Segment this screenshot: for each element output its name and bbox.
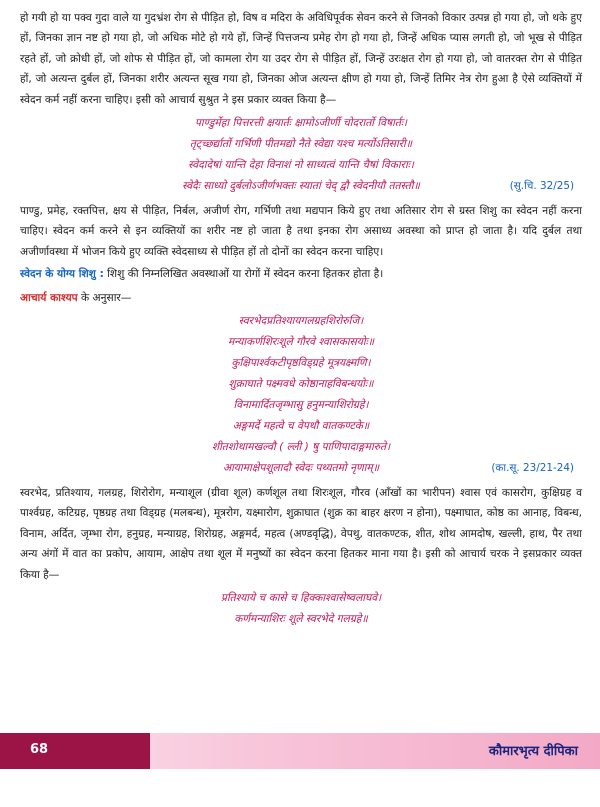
verse-line: स्वरभेदप्रतिश्यायगलग्रहशिरोरुजि। bbox=[238, 315, 364, 328]
section-text: शिशु की निम्नलिखित अवस्थाओं या रोगों में स्वेदन करना हितकर होता है। bbox=[103, 268, 384, 281]
section-kashyapa bbox=[20, 288, 582, 308]
footer-page-tab bbox=[0, 733, 150, 769]
section-heading: स्वेदन के योग्य शिशु : bbox=[20, 268, 104, 281]
verse-reference: (का.सू. 23/21-24) bbox=[491, 462, 574, 475]
section-text: के अनुसार— bbox=[77, 291, 132, 304]
page-content bbox=[20, 8, 582, 634]
verse-line: स्वेदैः साध्यो दुर्बलोऽजीर्णभक्तः स्यातां चेद् द्वौ स्वेदनीयौ ततस्तौ॥ bbox=[182, 180, 420, 193]
section-suitable-children bbox=[20, 264, 582, 284]
verse-line: प्रतिश्याये च कासे च हिक्काश्वासेष्वलाघवे। bbox=[220, 592, 382, 605]
book-title: कौमारभृत्य दीपिका bbox=[488, 744, 578, 759]
page-number: 68 bbox=[30, 742, 49, 757]
verse-line: स्वेदादेषां यान्ति देहा विनाशं नो साध्यत्वं यान्ति चैषां विकाराः। bbox=[188, 159, 414, 172]
verse-line: शीतशोथामखल्वौ ( ल्ली ) षु पाणिपादाङ्गमारुते। bbox=[211, 441, 391, 454]
bottom-margin bbox=[0, 769, 600, 807]
verse-block-charaka bbox=[20, 588, 582, 630]
verse-line: शुक्राघाते पक्ष्मवधे कोष्ठानाहविबन्धयोः॥ bbox=[228, 378, 374, 391]
verse-line-with-ref bbox=[20, 458, 582, 479]
verse-line: अङ्गमर्दे महत्वे च वेपथौ वातकण्टके॥ bbox=[232, 420, 370, 433]
verse-line: आयामाक्षेपशूलादौ स्वेदः पथ्यतमो नृणाम्॥ bbox=[222, 462, 380, 475]
verse-reference: (सु.चि. 32/25) bbox=[509, 180, 574, 193]
verse-line-with-ref bbox=[20, 176, 582, 197]
verse-block-sushruta bbox=[20, 113, 582, 197]
paragraph-explanation: पाण्डु, प्रमेह, रक्तपित्त, क्षय से पीड़ित, निर्बल, अजीर्ण रोग, गर्भिणी तथा मद्यपान किये हुए तथा अतिसार रोग से ग्रस्त शिशु का स्वेदन नहीं करना चाहिए। स्वेदन कर्म करने से इन व्यक्तियों का शरीर नष्ट हो जाता है तथा इनका रोग असाध्य अवस्था को प्राप्त हो जाता है। यदि दुर्बल तथा अजीर्णावस्था में भोजन किये हुए व्यक्ति स्वेदसाध्य से पीड़ित हों तो दोनों का स्वेदन करना चाहिए। bbox=[20, 205, 582, 258]
verse-line: तृट्च्छर्द्यार्तो गर्भिणी पीतमद्यो नैते स्वेद्या यश्च मर्त्योऽतिसारी॥ bbox=[189, 138, 413, 151]
verse-line: मन्याकर्णशिरःशूले गौरवे श्वासकासयोः॥ bbox=[227, 336, 375, 349]
page-footer bbox=[0, 733, 600, 769]
verse-line: कर्णमन्याशिरः शूले स्वरभेदे गलग्रहे॥ bbox=[234, 613, 368, 626]
verse-block-kashyapa bbox=[20, 311, 582, 479]
author-heading: आचार्य काश्यप bbox=[20, 291, 78, 304]
verse-line: पाण्डुर्मेहा पित्तरत्ती क्षयार्तः क्षामोऽजीर्णी चोदरार्तो विषार्तः। bbox=[194, 117, 408, 130]
verse-line: विनामार्दितजृम्भासु हनुमन्याशिरोग्रहे। bbox=[233, 399, 369, 412]
verse-line: कुक्षिपार्श्वकटीपृष्ठविड्ग्रहे मूत्रयक्ष्मणि। bbox=[231, 357, 371, 370]
paragraph-contraindications: हो गयी हो या पक्व गुदा वाले या गुदभ्रंश रोग से पीड़ित हो, विष व मदिरा के अविधिपूर्वक सेवन करने से जिनको विकार उत्पन्न हो गया हो, जो थके हुए हों, जिनका ज्ञान नष्ट हो गया हो, जो अधिक मोटे हो गये हों, जिन्हें पित्तजन्य प्रमेह रोग हो गया हो, जिन्हें अधिक प्यास लगती हो, जो भूख से पीड़ित रहते हों, जो क्रोधी हों, जो शोफ से पीड़ित हों, जो कामला रोग या उदर रोग से पीड़ित हों, जिन्हें उरःक्षत रोग हो गया हो, जो वातरक्त रोग से पीड़ित हों, जो अत्यन्त दुर्बल हों, जिनका शरीर अत्यन्त सूख गया हो, जिनका ओज अत्यन्त क्षीण हो गया हो, जिन्हें तिमिर नेत्र रोग हुआ है ऐसे व्यक्तियों में स्वेदन कर्म नहीं करना चाहिए। इसी को आचार्य सुश्रुत ने इस प्रकार व्यक्त किया है— bbox=[20, 12, 582, 106]
paragraph-indications: स्वरभेद, प्रतिश्याय, गलग्रह, शिरोरोग, मन्याशूल (ग्रीवा शूल) कर्णशूल तथा शिरःशूल, गौरव (आँखों का भारीपन) श्वास एवं कासरोग, कुक्षिग्रह व पार्श्वग्रह, कटिग्रह, पृष्ठग्रह तथा विड्ग्रह (मलबन्ध), मूत्ररोग, यक्ष्मारोग, शुक्राघात (शुक्र का बाहर क्षरण न होना), पक्ष्माघात, कोष्ठ का आनाह, विबन्ध, विनाम, अर्दित, जृम्भा रोग, हनुग्रह, मन्याग्रह, शिरोग्रह, अङ्गमर्द, महत्व (अण्डवृद्धि), वेपथु, वातकण्टक, शीत, शोथ आमदोष, खल्ली, हाथ, पैर तथा अन्य अंगों में वात का प्रकोप, आयाम, आक्षेप तथा शूल में मनुष्यों का स्वेदन करना हितकर माना गया है। इसी को आचार्य चरक ने इसप्रकार व्यक्त किया है— bbox=[20, 487, 582, 581]
